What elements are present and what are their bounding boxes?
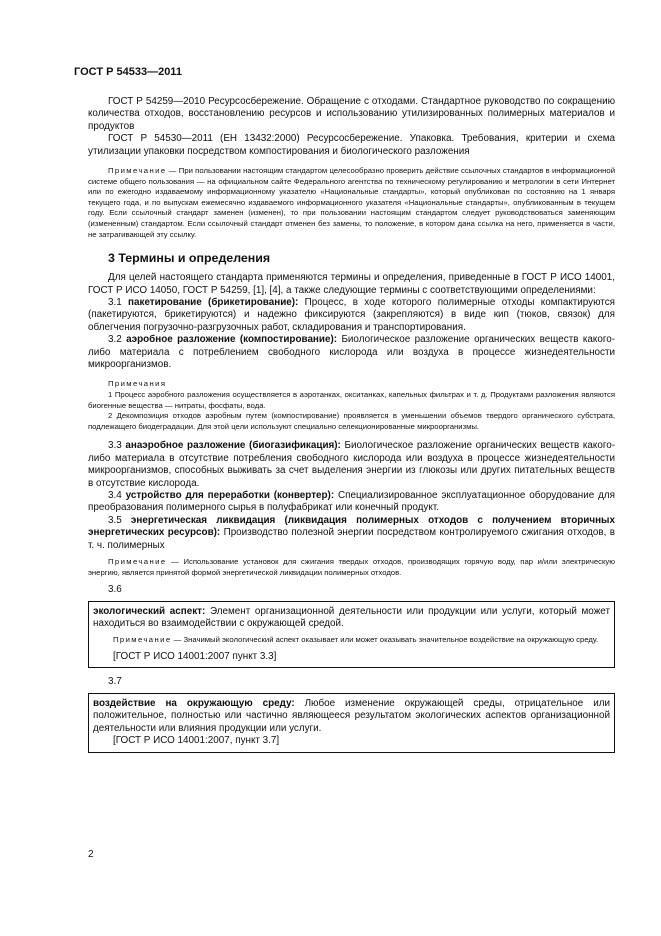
term-number: 3.3 xyxy=(108,440,126,452)
term-definition: Биологическое разложение органических веществ какого-либо материала в отсутствие потребления свободного кислорода или воздуха в процессе жизнедеятельности микроорганизмов, способных выживать за счет выделения энергии из глюкозы или других питательных веществ в отсутствие кислорода. xyxy=(88,440,615,489)
term-number: 3.2 xyxy=(108,334,127,346)
term-number: 3.4 xyxy=(108,490,126,502)
term-3-6-box xyxy=(88,601,615,669)
term-3-6-number: 3.6 xyxy=(108,584,122,596)
term-name: пакетирование (брикетирование): xyxy=(128,297,299,308)
term-3-4 xyxy=(88,490,615,515)
term-name: воздействие на окружающую среду: xyxy=(93,697,295,709)
page-content xyxy=(88,96,615,761)
term-name: анаэробное разложение (биогазификация): xyxy=(125,440,341,452)
note-label: Примечание xyxy=(108,557,167,567)
term-source: [ГОСТ Р ИСО 14001:2007 пункт 3.3] xyxy=(113,651,277,663)
term-definition: Элемент организационной деятельности или продукции или услуги, который может находиться во взаимодействии с окружающей средой. xyxy=(93,605,610,630)
term-3-7-number: 3.7 xyxy=(108,676,122,688)
term-3-3 xyxy=(88,440,615,490)
notes-heading: Примечания xyxy=(108,379,167,389)
note-label: Примечание xyxy=(108,166,167,176)
term-number: 3.5 xyxy=(108,514,131,526)
reference-note xyxy=(88,166,615,240)
note-item: 1 Процесс аэробного разложения осуществляется в аэротанках, окситанках, капельных фильтрах и т. д. Продуктами разложения являются биогенные вещества — нитраты, фосфаты, вода. xyxy=(88,390,615,410)
term-definition: Любое изменение окружающей среды, отрицательное или положительное, полностью или частично являющееся результатом экологических аспектов организационной деятельности или влияния продукции или услуги. xyxy=(93,697,610,734)
term-definition: Специализированное эксплуатационное оборудование для преобразования полимерного сырья в полуфабрикат или конечный продукт. xyxy=(88,490,615,514)
term-definition: Биологическое разложение органических веществ какого-либо материала с потреблением свободного кислорода или воздуха в процессе жизнедеятельности микроорганизмов. xyxy=(88,334,615,371)
term-3-2 xyxy=(88,334,615,371)
term-3-1 xyxy=(88,297,615,334)
section-intro: Для целей настоящего стандарта применяются термины и определения, приведенные в ГОСТ Р ИСО 14001, ГОСТ Р ИСО 14050, ГОСТ Р 54259, [1], [4], а также следующие термины с соответствующими определениями: xyxy=(88,272,615,296)
reference-item: ГОСТ Р 54259—2010 Ресурсосбережение. Обращение с отходами. Стандартное руководство по сокращению количества отходов, восстановлению ресурсов и использованию утилизированных полимерных материалов и продуктов xyxy=(88,96,615,132)
term-name: аэробное разложение (компостирование): xyxy=(126,334,338,346)
note-text: — Использование установок для сжигания твердых отходов, производящих горячую воду, пар и/или электрическую энергию, является принятой формой энергетической ликвидации полимерных отходов. xyxy=(88,557,615,577)
note-item: 2 Декомпозиция отходов аэробным путем (компостирование) проявляется в уменьшении объемов твердого органического субстрата, подлежащего биодеградации. Для этой цели используют специально селекционированные микроорганизмы. xyxy=(88,411,615,431)
note-label: Примечание xyxy=(113,635,172,645)
term-name: энергетическая ликвидация (ликвидация полимерных отходов с получением вторичных энергетических ресурсов): xyxy=(88,514,615,539)
note-text: — Значимый экологический аспект оказывает или может оказывать значительное воздействие на окружающую среду. xyxy=(171,635,599,645)
term-3-7-box xyxy=(88,693,615,753)
reference-item: ГОСТ Р 54530—2011 (ЕН 13432:2000) Ресурсосбережение. Упаковка. Требования, критерии и схема утилизации упаковки посредством компостирования и биологического разложения xyxy=(88,133,615,157)
standard-code-header: ГОСТ Р 54533—2011 xyxy=(74,66,182,78)
term-definition: Процесс, в ходе которого полимерные отходы компактируются (пакетируются, брикетируются) и надежно фиксируются (закрепляются) в виде кип (тюков, связок) для облегчения погрузочно-разгрузочных работ, складирования и транспортирования. xyxy=(88,297,615,333)
term-definition: Производство полезной энергии посредством контролируемого сжигания отходов, в т. ч. полимерных xyxy=(88,527,615,551)
page-number: 2 xyxy=(88,849,94,860)
term-3-7-definition xyxy=(93,698,610,735)
note-text: — При пользовании настоящим стандартом целесообразно проверить действие ссылочных стандартов в информационной системе общего пользования — на официальном сайте Федерального агентства по техническому регулированию и метрологии в сети Интернет или по ежегодно издаваемому информационному указателю «Национальные стандарты», который опубликован по состоянию на 1 января текущего года, и по выпускам ежемесячно издаваемого информационного указателя «Национальные стандарты», опубликованным в текущем году. Если ссылочный стандарт заменен (изменен), то при пользовании настоящим стандартом следует руководствоваться заменяющим (измененным) стандартом. Если ссылочный стандарт отменен без замены, то положение, в котором дана ссылка на него, применяется в части, не затрагивающей эту ссылку. xyxy=(88,166,615,239)
term-number: 3.1 xyxy=(108,297,129,308)
term-3-6-note xyxy=(93,635,610,646)
term-name: устройство для переработки (конвертер): xyxy=(125,490,335,502)
term-name: экологический аспект: xyxy=(93,605,206,617)
term-3-5-note xyxy=(88,557,615,578)
section-title: 3 Термины и определения xyxy=(108,251,271,266)
term-source: [ГОСТ Р ИСО 14001:2007, пункт 3.7] xyxy=(113,735,280,747)
term-3-5 xyxy=(88,515,615,552)
term-3-6-definition xyxy=(93,606,610,631)
